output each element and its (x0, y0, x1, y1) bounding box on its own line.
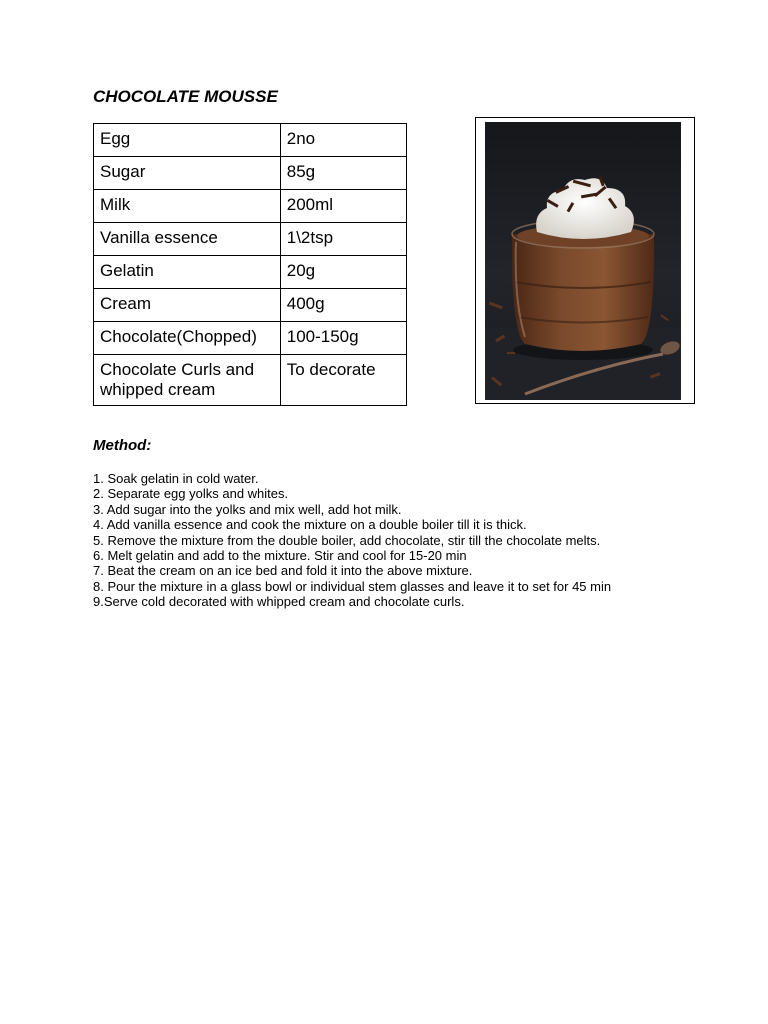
ingredient-name: Vanilla essence (94, 223, 281, 256)
ingredient-name: Gelatin (94, 256, 281, 289)
ingredient-row (94, 157, 407, 190)
ingredient-name: Chocolate(Chopped) (94, 322, 281, 355)
method-step: 1. Soak gelatin in cold water. (93, 471, 259, 486)
ingredient-row (94, 223, 407, 256)
ingredient-quantity: 2no (280, 124, 406, 157)
method-step: 8. Pour the mixture in a glass bowl or individual stem glasses and leave it to set for 45 min (93, 578, 612, 594)
method-step: 6. Melt gelatin and add to the mixture. Stir and cool for 15-20 min (93, 548, 467, 564)
ingredient-quantity: 400g (280, 289, 406, 322)
ingredient-row (94, 124, 407, 157)
ingredient-name: Sugar (94, 157, 281, 190)
ingredient-row (94, 355, 407, 406)
method-steps (93, 471, 658, 610)
ingredient-name: Cream (94, 289, 281, 322)
dessert-photo-frame (475, 117, 695, 404)
ingredient-quantity: 200ml (280, 190, 406, 223)
recipe-title: CHOCOLATE MOUSSE (93, 87, 278, 106)
method-step: 2. Separate egg yolks and whites. (93, 486, 289, 502)
ingredient-quantity: 100-150g (280, 322, 406, 355)
ingredient-quantity: To decorate (280, 355, 406, 406)
method-heading: Method: (93, 437, 152, 454)
chocolate-mousse-photo (485, 122, 681, 400)
method-step: 5. Remove the mixture from the double boiler, add chocolate, stir till the chocolate melts. (93, 532, 601, 548)
ingredients-table (93, 123, 407, 406)
ingredient-name: Milk (94, 190, 281, 223)
ingredient-row (94, 190, 407, 223)
ingredient-row (94, 289, 407, 322)
ingredient-name: Egg (94, 124, 281, 157)
method-step: 9.Serve cold decorated with whipped cream and chocolate curls. (93, 594, 465, 610)
ingredient-quantity: 1\2tsp (280, 223, 406, 256)
ingredient-quantity: 85g (280, 157, 406, 190)
ingredient-row (94, 322, 407, 355)
ingredient-row (94, 256, 407, 289)
ingredient-name: Chocolate Curls and whipped cream (94, 355, 281, 406)
method-step: 7. Beat the cream on an ice bed and fold it into the above mixture. (93, 563, 473, 579)
method-step: 3. Add sugar into the yolks and mix well, add hot milk. (93, 501, 402, 517)
ingredient-quantity: 20g (280, 256, 406, 289)
method-step: 4. Add vanilla essence and cook the mixture on a double boiler till it is thick. (93, 517, 527, 533)
